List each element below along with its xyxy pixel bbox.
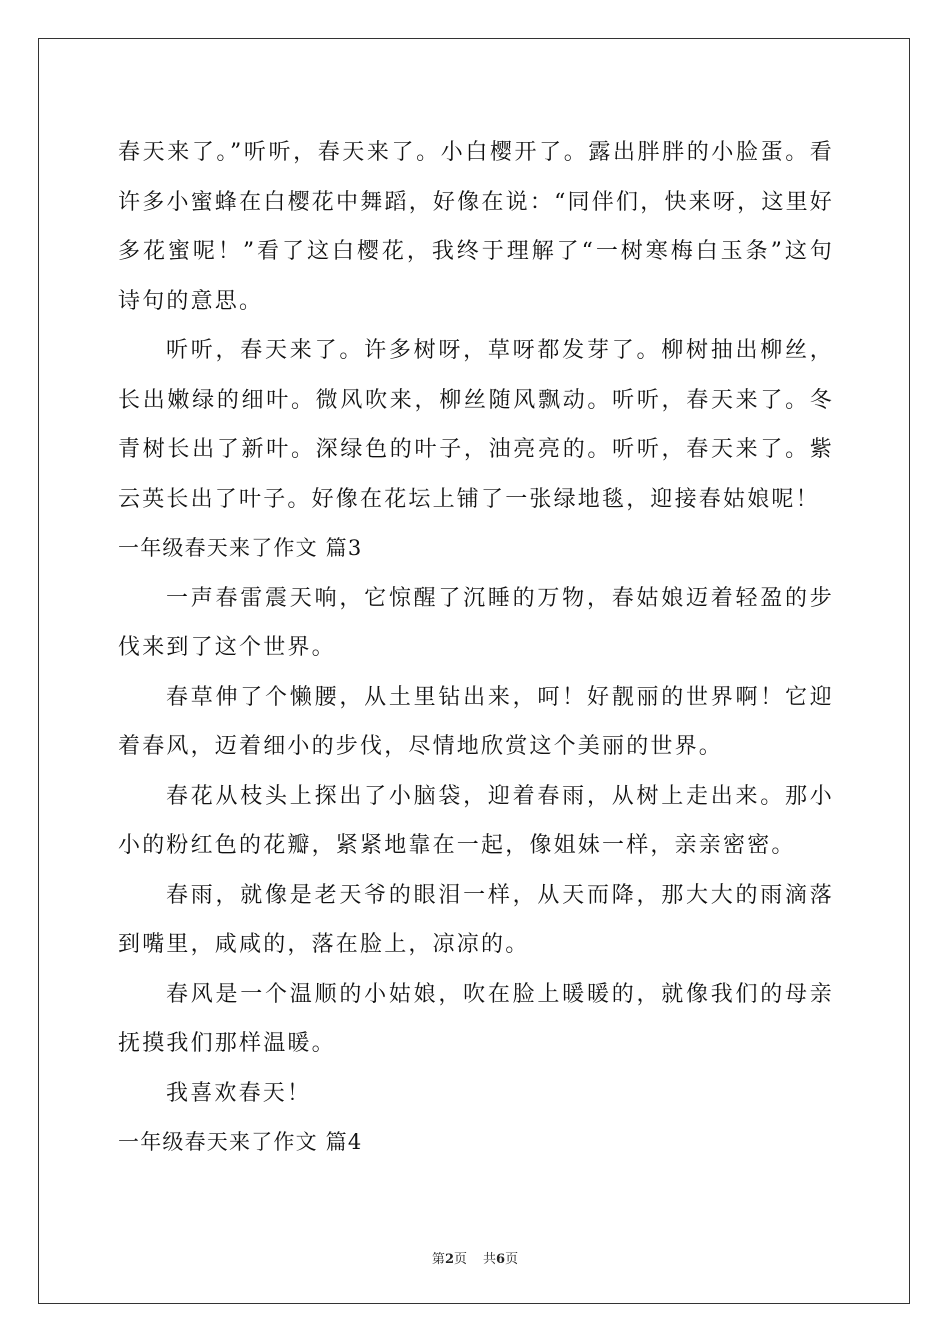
paragraph: 春雨，就像是老天爷的眼泪一样，从天而降，那大大的雨滴落到嘴里，咸咸的，落在脸上，凉凉的。 [118, 882, 834, 957]
page-number [432, 1252, 467, 1267]
current-page: 2 [444, 1252, 454, 1267]
paragraph: 春风是一个温顺的小姑娘，吹在脸上暖暖的，就像我们的母亲抚摸我们那样温暖。 [118, 981, 834, 1056]
total-prefix: 共 [483, 1252, 497, 1267]
total-suffix: 页 [505, 1252, 519, 1267]
paragraph: 一声春雷震天响，它惊醒了沉睡的万物，春姑娘迈着轻盈的步伐来到了这个世界。 [118, 585, 834, 660]
paragraph: 春草伸了个懒腰，从土里钻出来，呵！好靓丽的世界啊！它迎着春风，迈着细小的步伐，尽情地欣赏这个美丽的世界。 [118, 684, 834, 759]
page-footer [0, 1248, 950, 1267]
total-count: 6 [496, 1252, 506, 1267]
section-heading: 一年级春天来了作文 篇4 [118, 1130, 363, 1154]
paragraph: 听听，春天来了。许多树呀，草呀都发芽了。柳树抽出柳丝，长出嫩绿的细叶。微风吹来，柳丝随风飘动。听听，春天来了。冬青树长出了新叶。深绿色的叶子，油亮亮的。听听，春天来了。紫云英长出了叶子。好像在花坛上铺了一张绿地毯，迎接春姑娘呢！ [118, 338, 834, 512]
paragraph: 春花从枝头上探出了小脑袋，迎着春雨，从树上走出来。那小小的粉红色的花瓣，紧紧地靠在一起，像姐妹一样，亲亲密密。 [118, 783, 834, 858]
total-pages [483, 1252, 518, 1267]
paragraph: 春天来了。”听听，春天来了。小白樱开了。露出胖胖的小脸蛋。看许多小蜜蜂在白樱花中舞蹈，好像在说：“同伴们，快来呀，这里好多花蜜呢！”看了这白樱花，我终于理解了“一树寒梅白玉条”这句诗句的意思。 [118, 140, 834, 314]
paragraph: 我喜欢春天！ [166, 1080, 312, 1106]
document-body [118, 128, 834, 1168]
section-heading: 一年级春天来了作文 篇3 [118, 536, 363, 560]
page-suffix: 页 [453, 1252, 467, 1267]
page-prefix: 第 [431, 1252, 445, 1267]
